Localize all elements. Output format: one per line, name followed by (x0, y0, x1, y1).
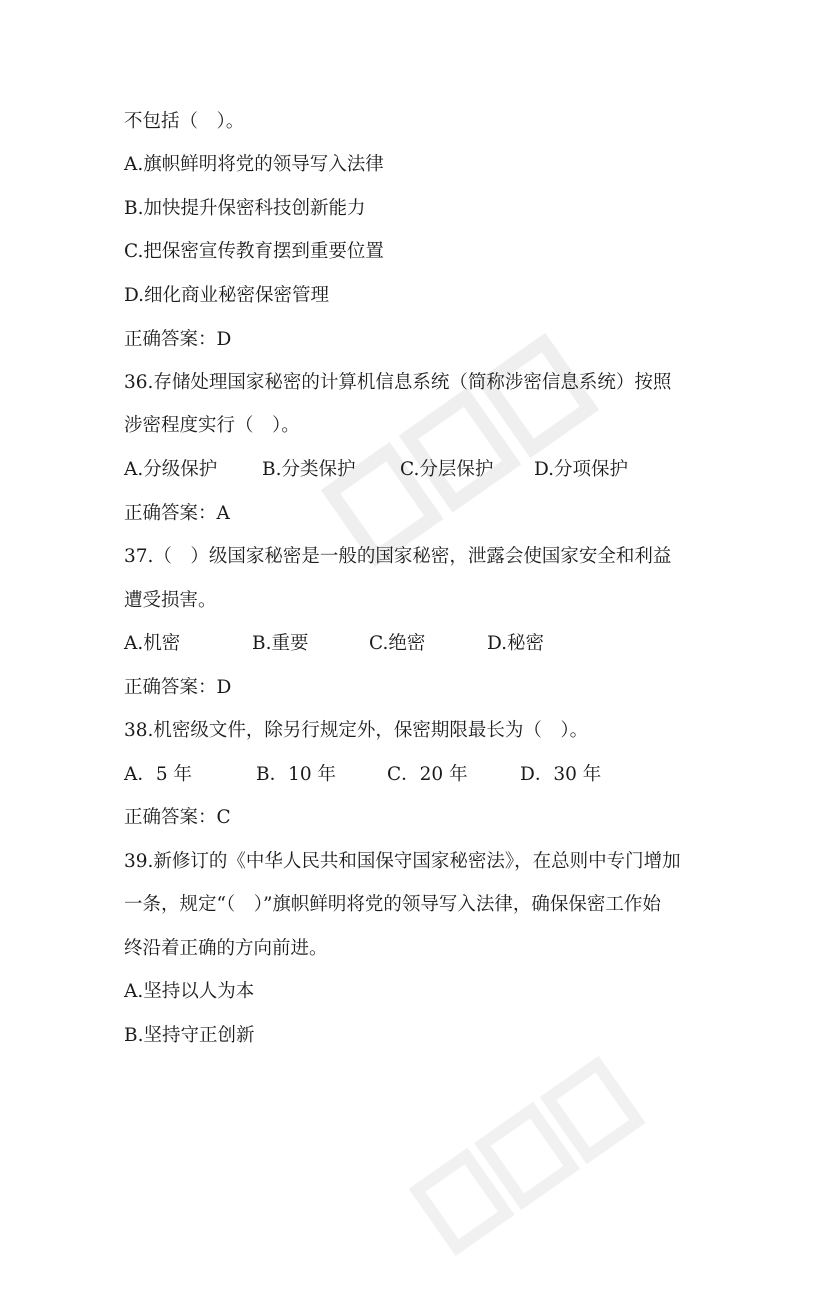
q37-answer: 正确答案：D (124, 677, 232, 698)
q36-stem-line1: 36.存储处理国家秘密的计算机信息系统（简称涉密信息系统）按照 (124, 372, 672, 393)
q39-stem-line3: 终沿着正确的方向前进。 (124, 938, 328, 959)
q39-option-a: A.坚持以人为本 (124, 981, 255, 1002)
q38-option-c: C．20 年 (387, 764, 468, 785)
q37-stem-line2: 遭受损害。 (124, 590, 217, 611)
q39-option-b: B.坚持守正创新 (124, 1025, 255, 1046)
q38-stem: 38.机密级文件，除另行规定外，保密期限最长为（ ）。 (124, 720, 589, 741)
q39-stem-line2: 一条，规定“（ ）”旗帜鲜明将党的领导写入法律，确保保密工作始 (124, 894, 661, 915)
q39-stem-line1: 39.新修订的《中华人民共和国保守国家秘密法》，在总则中专门增加 (124, 851, 681, 872)
q38-options (124, 763, 724, 787)
watermark-graphic-bottom (366, 1004, 694, 1316)
q38-option-b: B．10 年 (256, 764, 337, 785)
q37-stem-line1: 37.（ ）级国家秘密是一般的国家秘密，泄露会使国家安全和利益 (124, 546, 672, 567)
q35-option-b: B.加快提升保密科技创新能力 (124, 198, 366, 219)
q35-option-d: D.细化商业秘密保密管理 (124, 285, 330, 306)
q35-answer: 正确答案：D (124, 329, 232, 350)
q36-answer: 正确答案：A (124, 503, 230, 524)
q35-stem-tail: 不包括（ ）。 (124, 111, 245, 132)
q38-option-d: D．30 年 (520, 764, 602, 785)
q36-option-a: A.分级保护 (124, 459, 218, 480)
q38-answer: 正确答案：C (124, 807, 231, 828)
q35-option-a: A.旗帜鲜明将党的领导写入法律 (124, 154, 384, 175)
q37-options (124, 632, 724, 656)
q36-stem-line2: 涉密程度实行（ ）。 (124, 415, 300, 436)
q37-option-a: A.机密 (124, 633, 181, 654)
q37-option-d: D.秘密 (487, 633, 545, 654)
q37-option-c: C.绝密 (369, 633, 426, 654)
q36-option-d: D.分项保护 (534, 459, 629, 480)
q35-option-c: C.把保密宣传教育摆到重要位置 (124, 241, 384, 262)
q36-options (124, 458, 724, 482)
q37-option-b: B.重要 (252, 633, 309, 654)
q38-option-a: A．5 年 (124, 764, 193, 785)
q36-option-c: C.分层保护 (400, 459, 494, 480)
q36-option-b: B.分类保护 (262, 459, 356, 480)
